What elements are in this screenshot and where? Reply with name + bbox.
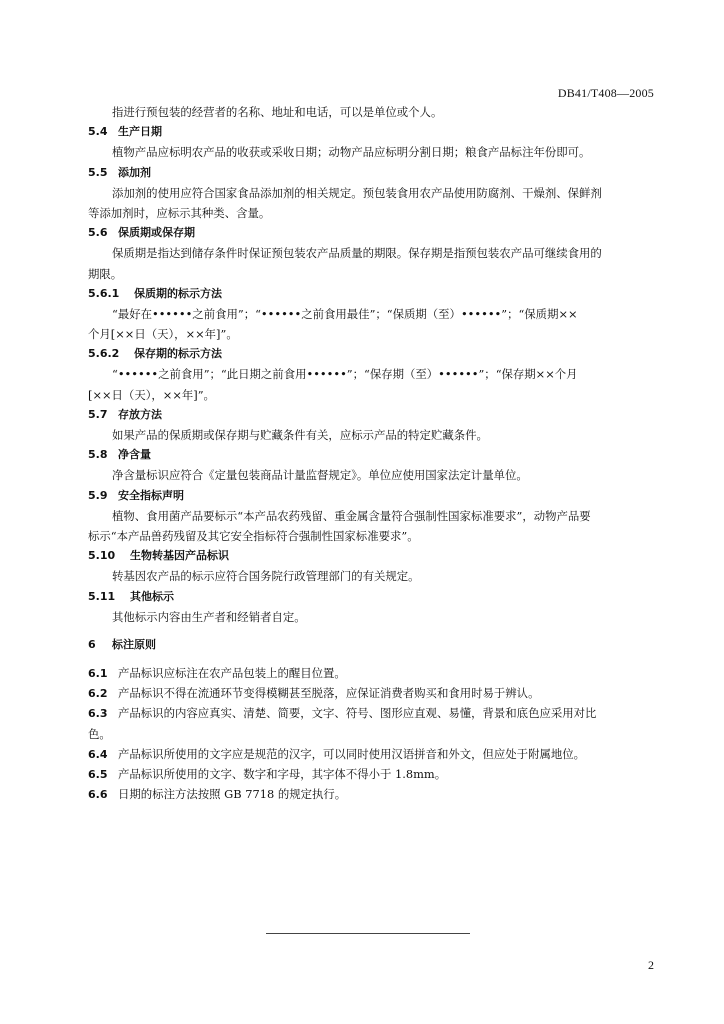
clause-item xyxy=(88,663,658,683)
clause-text: 产品标识所使用的文字应是规范的汉字，可以同时使用汉语拼音和外文，但应处于附属地位。 xyxy=(118,746,586,761)
paragraph-line: [××日（天），××年]”。 xyxy=(88,387,215,402)
section-number: 5.11 xyxy=(88,589,116,603)
clause-text: 产品标识所使用的文字、数字和字母，其字体不得小于 1.8mm。 xyxy=(118,767,447,781)
paragraph-line: 色。 xyxy=(88,726,111,741)
footer-divider xyxy=(266,933,470,934)
section-heading xyxy=(88,587,658,607)
clause-text: 产品标识不得在流通环节变得模糊甚至脱落，应保证消费者购买和食用时易于辨认。 xyxy=(118,686,540,701)
section-title: 安全指标声明 xyxy=(118,488,184,502)
paragraph-line: 保质期是指达到储存条件时保证预包装农产品质量的期限。保存期是指预包装农产品可继续食用的 xyxy=(112,246,602,261)
section-number: 5.7 xyxy=(88,407,108,421)
page-number: 2 xyxy=(648,958,654,972)
section-heading xyxy=(88,486,658,506)
paragraph-line: 植物、食用菌产品要标示“本产品农药残留、重金属含量符合强制性国家标准要求”，动物产品要 xyxy=(112,508,591,523)
paragraph-line: 等添加剂时，应标示其种类、含量。 xyxy=(88,205,271,220)
paragraph-line: 指进行预包装的经营者的名称、地址和电话，可以是单位或个人。 xyxy=(112,105,443,119)
paragraph-line: “••••••之前食用”；“此日期之前食用••••••”；“保存期（至）••••••”；“保存期××个月 xyxy=(112,367,578,382)
clause-text: 产品标识的内容应真实、清楚、简要，文字、符号、图形应直观、易懂，背景和底色应采用对比 xyxy=(118,706,597,721)
clause-number: 6.3 xyxy=(88,707,108,721)
section-title: 保存期的标示方法 xyxy=(134,347,222,361)
clause-item xyxy=(88,744,658,764)
clause-number: 6.1 xyxy=(88,667,108,681)
clause-number: 6.6 xyxy=(88,788,108,802)
paragraph-line: 转基因农产品的标示应符合国务院行政管理部门的有关规定。 xyxy=(112,569,420,584)
section-number: 5.4 xyxy=(88,125,108,139)
section-number: 5.6.1 xyxy=(88,286,120,300)
section-number: 5.8 xyxy=(88,448,108,462)
paragraph-line: “最好在••••••之前食用”；“••••••之前食用最佳”；“保质期（至）••••••”；“保质期×× xyxy=(112,306,578,321)
clause-number: 6.5 xyxy=(88,768,108,781)
clause-item xyxy=(88,683,658,703)
section-title: 生物转基因产品标识 xyxy=(130,549,229,563)
section-number: 5.6.2 xyxy=(88,347,120,361)
section-title: 存放方法 xyxy=(118,407,162,421)
section-number: 5.10 xyxy=(88,549,116,563)
paragraph-line: 如果产品的保质期或保存期与贮藏条件有关，应标示产品的特定贮藏条件。 xyxy=(112,428,488,442)
section-title: 标注原则 xyxy=(112,637,156,651)
section-title: 其他标示 xyxy=(130,589,174,603)
clause-item xyxy=(88,703,658,723)
section-heading xyxy=(88,163,658,183)
section-gap xyxy=(88,627,658,635)
section-title: 保质期的标示方法 xyxy=(134,286,222,300)
paragraph-line: 期限。 xyxy=(88,266,123,281)
section-heading xyxy=(88,223,658,243)
section-number: 5.6 xyxy=(88,226,108,240)
section-gap xyxy=(88,655,658,663)
section-heading xyxy=(88,635,658,655)
section-heading xyxy=(88,284,658,304)
document-code: DB41/T408—2005 xyxy=(557,86,654,100)
section-heading xyxy=(88,546,658,566)
clause-text: 产品标识应标注在农产品包装上的醒目位置。 xyxy=(118,666,346,681)
clause-text: 日期的标注方法按照 GB 7718 的规定执行。 xyxy=(118,787,347,802)
clause-number: 6.2 xyxy=(88,687,108,701)
section-number: 5.5 xyxy=(88,165,108,179)
section-title: 净含量 xyxy=(118,448,151,462)
section-number: 6 xyxy=(88,637,96,651)
clause-item xyxy=(88,784,658,804)
paragraph-line: 植物产品应标明农产品的收获或采收日期；动物产品应标明分割日期；粮食产品标注年份即可。 xyxy=(112,145,591,160)
section-heading xyxy=(88,344,658,364)
paragraph-line: 添加剂的使用应符合国家食品添加剂的相关规定。预包装食用农产品使用防腐剂、干燥剂、保鲜剂 xyxy=(112,185,602,200)
clause-item xyxy=(88,764,658,784)
section-heading xyxy=(88,405,658,425)
section-heading xyxy=(88,122,658,142)
paragraph-line: 其他标示内容由生产者和经销者自定。 xyxy=(112,609,306,624)
document-body xyxy=(88,102,658,804)
paragraph-line: 个月[××日（天），××年]”。 xyxy=(88,327,238,342)
section-heading xyxy=(88,445,658,465)
clause-number: 6.4 xyxy=(88,747,108,761)
paragraph-line: 净含量标识应符合《定量包装商品计量监督规定》。单位应使用国家法定计量单位。 xyxy=(112,468,528,483)
section-title: 保质期或保存期 xyxy=(118,226,195,240)
section-title: 添加剂 xyxy=(118,165,151,179)
section-number: 5.9 xyxy=(88,488,108,502)
paragraph-line: 标示“本产品兽药残留及其它安全指标符合强制性国家标准要求”。 xyxy=(88,528,419,543)
section-title: 生产日期 xyxy=(118,125,162,139)
